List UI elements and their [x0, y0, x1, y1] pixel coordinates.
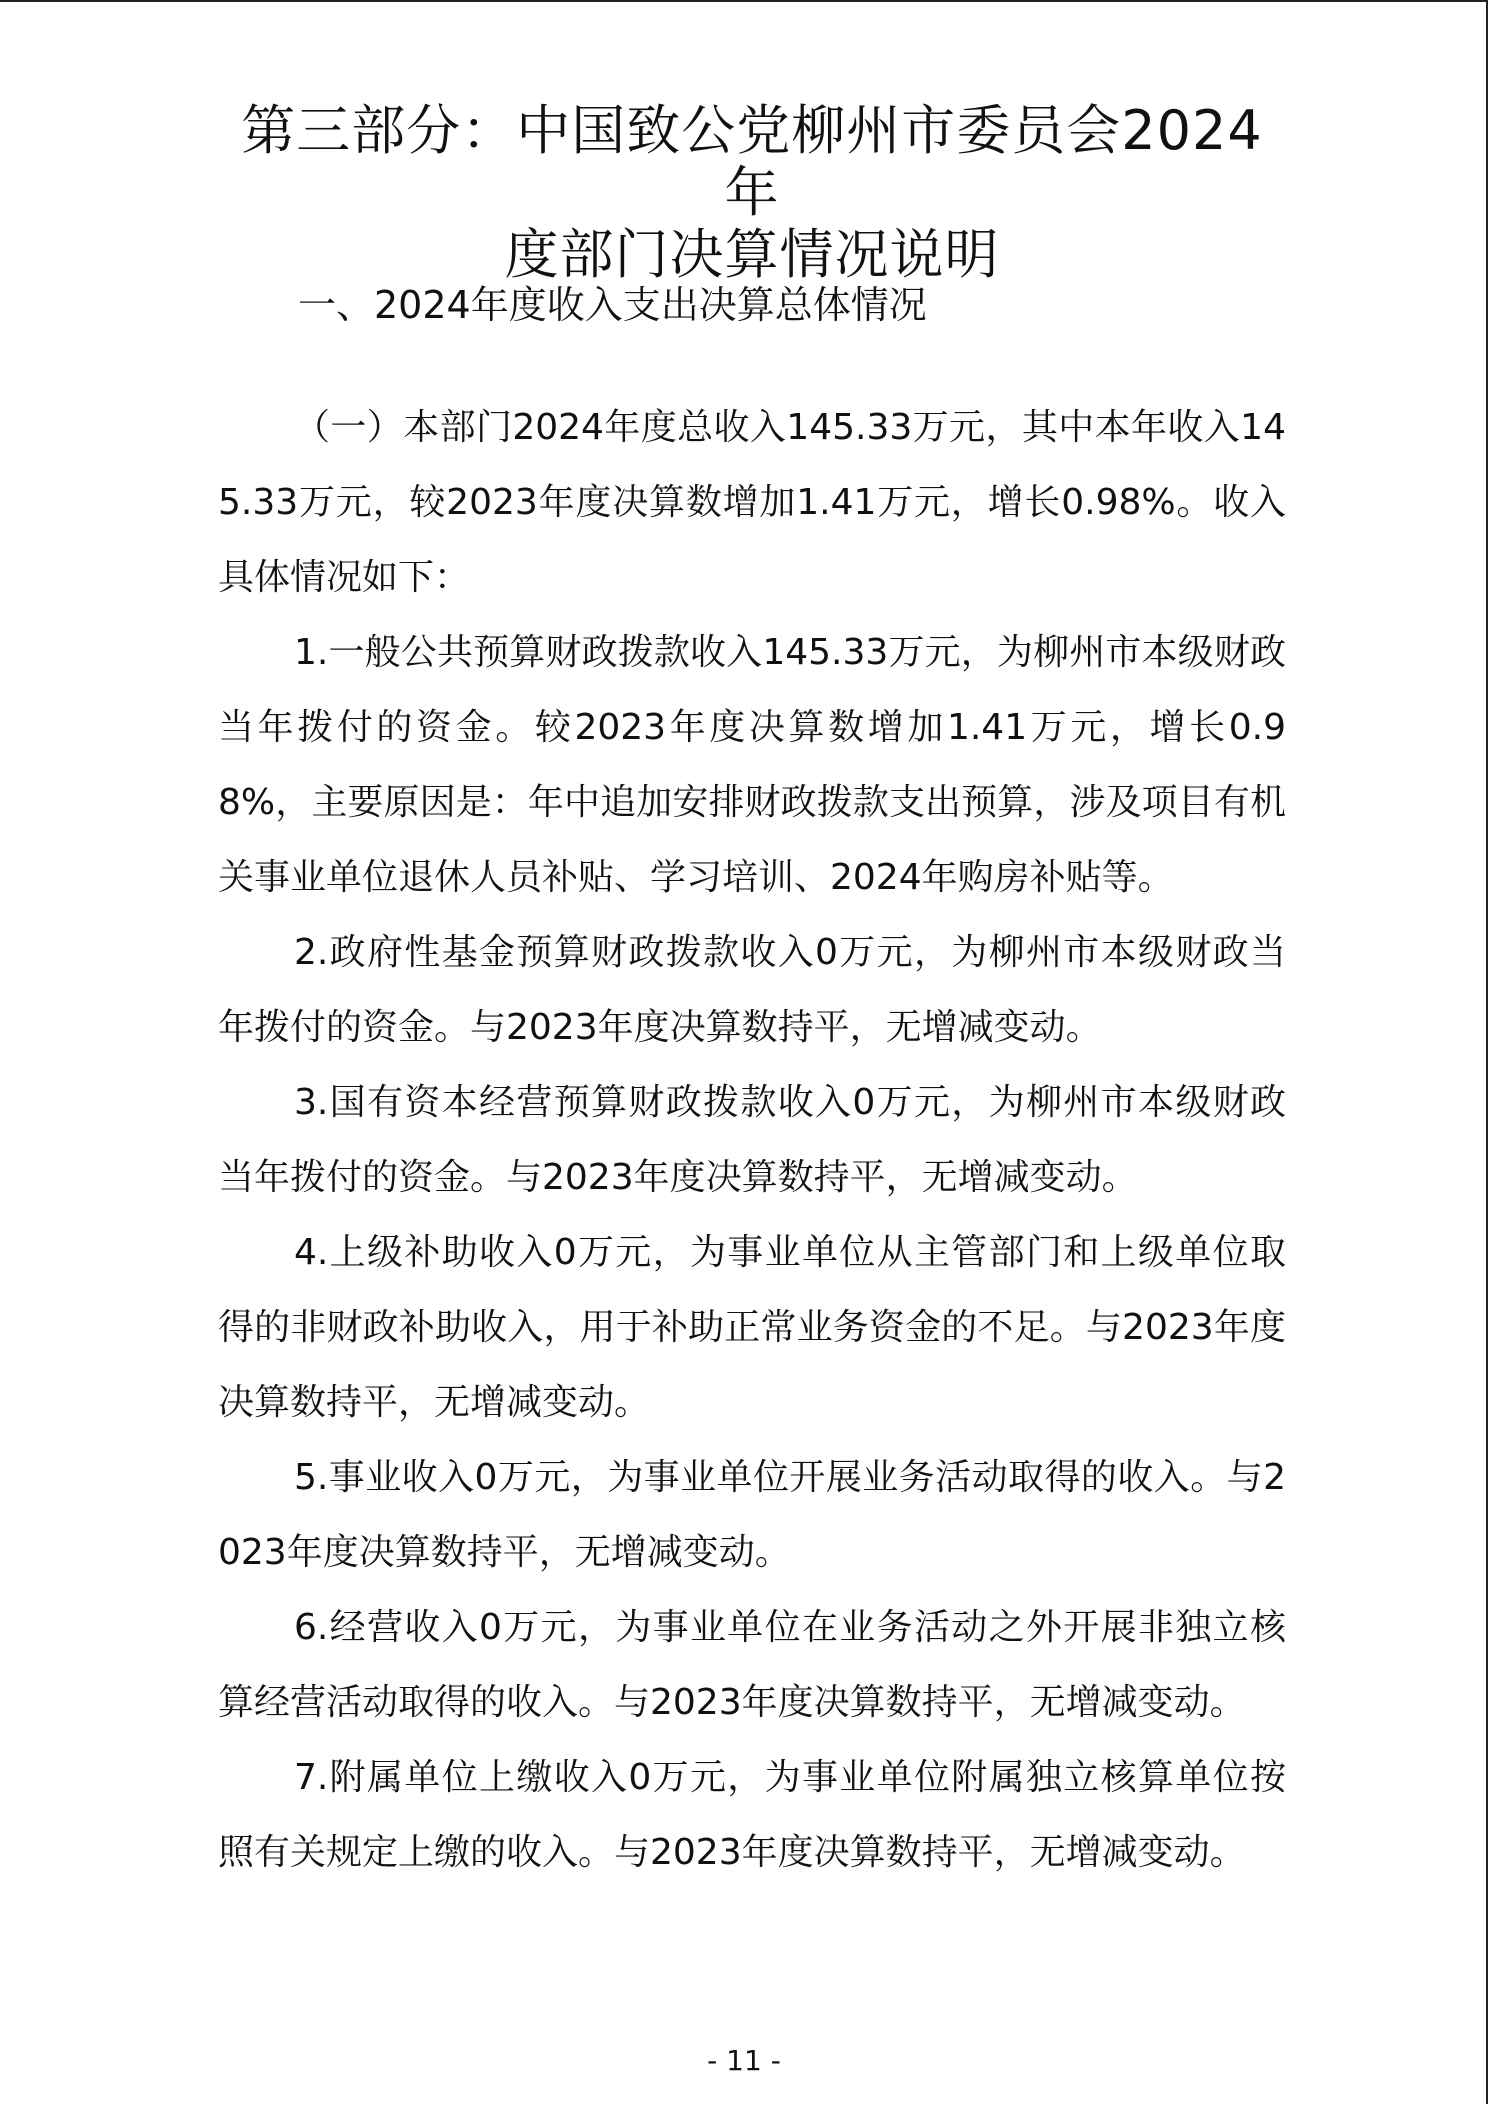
- title-line-2: 度部门决算情况说明: [504, 223, 1000, 286]
- paragraph-item-7: 7.附属单位上缴收入0万元，为事业单位附属独立核算单位按照有关规定上缴的收入。与2023年度决算数持平，无增减变动。: [218, 1757, 1286, 1873]
- document-title: [218, 100, 1286, 286]
- paragraph-item-1: 1.一般公共预算财政拨款收入145.33万元，为柳州市本级财政当年拨付的资金。较2023年度决算数增加1.41万元，增长0.98%，主要原因是：年中追加安排财政拨款支出预算，涉及项目有机关事业单位退休人员补贴、学习培训、2024年购房补贴等。: [218, 632, 1286, 898]
- paragraph-item-5: 5.事业收入0万元，为事业单位开展业务活动取得的收入。与2023年度决算数持平，无增减变动。: [218, 1457, 1286, 1573]
- document-content: [218, 99, 1286, 1873]
- paragraph-item-2: 2.政府性基金预算财政拨款收入0万元，为柳州市本级财政当年拨付的资金。与2023年度决算数持平，无增减变动。: [218, 932, 1286, 1048]
- paragraph-income-total: （一）本部门2024年度总收入145.33万元，其中本年收入145.33万元，较2023年度决算数增加1.41万元，增长0.98%。收入具体情况如下：: [218, 407, 1286, 598]
- title-line-1: 第三部分：中国致公党柳州市委员会2024年: [241, 99, 1263, 224]
- document-body: [218, 390, 1286, 1890]
- page-number: - 11 -: [707, 2044, 781, 2077]
- paragraph-item-3: 3.国有资本经营预算财政拨款收入0万元，为柳州市本级财政当年拨付的资金。与2023年度决算数持平，无增减变动。: [218, 1082, 1286, 1198]
- paragraph-item-6: 6.经营收入0万元，为事业单位在业务活动之外开展非独立核算经营活动取得的收入。与2023年度决算数持平，无增减变动。: [218, 1607, 1286, 1723]
- section-heading: 一、2024年度收入支出决算总体情况: [298, 283, 927, 327]
- paragraph-item-4: 4.上级补助收入0万元，为事业单位从主管部门和上级单位取得的非财政补助收入，用于补助正常业务资金的不足。与2023年度决算数持平，无增减变动。: [218, 1232, 1286, 1423]
